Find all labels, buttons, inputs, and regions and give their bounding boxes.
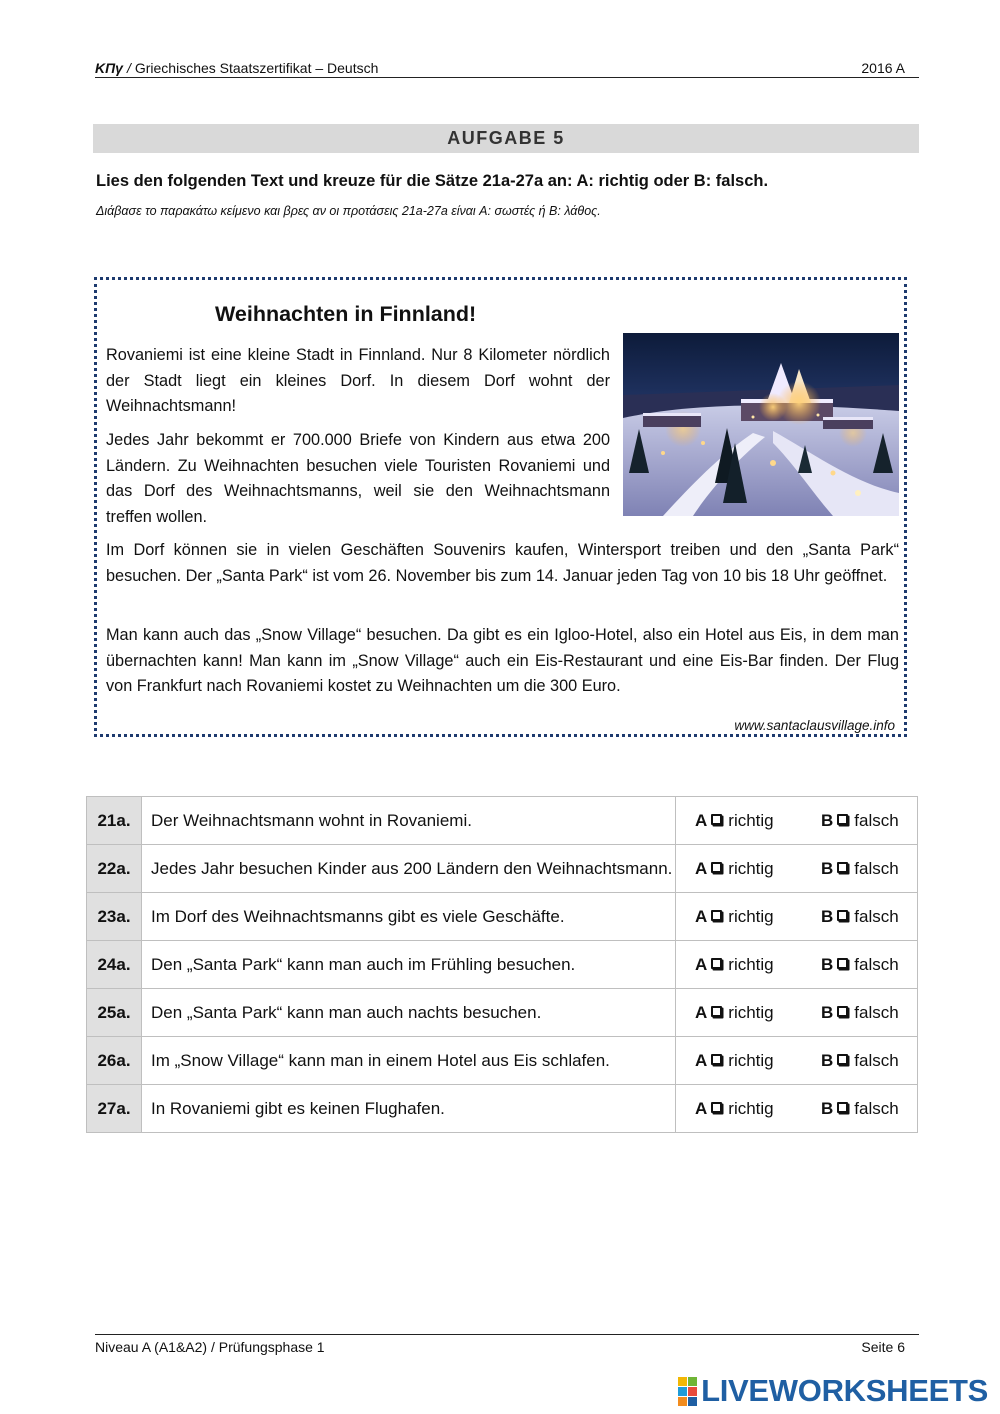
statement-row [87, 797, 918, 845]
option-a-label: richtig [728, 1002, 774, 1022]
option-b-falsch[interactable] [821, 1003, 899, 1023]
option-b-label: falsch [854, 1050, 899, 1070]
statement-number: 21a. [87, 797, 142, 845]
option-a-richtig[interactable] [695, 1099, 774, 1119]
option-a-letter: A [695, 858, 708, 878]
option-a-letter: A [695, 906, 708, 926]
checkbox-icon[interactable] [837, 1006, 848, 1017]
option-b-letter: B [821, 1098, 834, 1118]
statement-options [676, 845, 918, 893]
option-a-letter: A [695, 1098, 708, 1118]
text-source: www.santaclausvillage.info [734, 718, 895, 733]
option-a-richtig[interactable] [695, 1003, 774, 1023]
text-paragraph-1: Rovaniemi ist eine kleine Stadt in Finnland. Nur 8 Kilometer nördlich der Stadt liegt ein kleines Dorf. In diesem Dorf wohnt der Weihnachtsmann! [106, 346, 610, 415]
option-b-letter: B [821, 1002, 834, 1022]
option-b-falsch[interactable] [821, 811, 899, 831]
option-a-richtig[interactable] [695, 955, 774, 975]
statement-row [87, 893, 918, 941]
text-paragraph-3: Im Dorf können sie in vielen Geschäften Souvenirs kaufen, Wintersport treiben und den „Santa Park“ besuchen. Der „Santa Park“ ist vom 26. November bis zum 14. Januar jeden Tag von 10 bis 18 Uhr geöffnet. [106, 541, 899, 585]
checkbox-icon[interactable] [711, 1054, 722, 1065]
option-b-letter: B [821, 858, 834, 878]
checkbox-icon[interactable] [711, 1006, 722, 1017]
statement-text: Den „Santa Park“ kann man auch nachts besuchen. [142, 989, 676, 1037]
statement-options [676, 797, 918, 845]
checkbox-icon[interactable] [837, 1102, 848, 1113]
option-a-label: richtig [728, 810, 774, 830]
option-b-label: falsch [854, 858, 899, 878]
statement-text: Den „Santa Park“ kann man auch im Frühling besuchen. [142, 941, 676, 989]
task-title: AUFGABE 5 [93, 124, 919, 153]
option-a-letter: A [695, 954, 708, 974]
checkbox-icon[interactable] [711, 1102, 722, 1113]
statement-options [676, 893, 918, 941]
statement-number: 24a. [87, 941, 142, 989]
instruction-german: Lies den folgenden Text und kreuze für die Sätze 21a-27a an: A: richtig oder B: falsch. [96, 172, 769, 190]
statement-options [676, 1037, 918, 1085]
header-title: Griechisches Staatszertifikat – Deutsch [134, 60, 379, 76]
statement-number: 22a. [87, 845, 142, 893]
option-a-label: richtig [728, 906, 774, 926]
header-separator: / [126, 60, 131, 76]
option-a-letter: A [695, 1050, 708, 1070]
statement-options [676, 989, 918, 1037]
option-b-falsch[interactable] [821, 955, 899, 975]
statement-text: Im Dorf des Weihnachtsmanns gibt es viele Geschäfte. [142, 893, 676, 941]
option-b-letter: B [821, 810, 834, 830]
checkbox-icon[interactable] [837, 958, 848, 969]
statement-text: Jedes Jahr besuchen Kinder aus 200 Ländern den Weihnachtsmann. [142, 845, 676, 893]
checkbox-icon[interactable] [837, 814, 848, 825]
statement-text: Der Weihnachtsmann wohnt in Rovaniemi. [142, 797, 676, 845]
checkbox-icon[interactable] [837, 910, 848, 921]
option-b-label: falsch [854, 906, 899, 926]
statement-row [87, 1085, 918, 1133]
option-a-letter: A [695, 1002, 708, 1022]
checkbox-icon[interactable] [711, 814, 722, 825]
page-footer [95, 1334, 919, 1355]
option-a-label: richtig [728, 1050, 774, 1070]
reading-text-box [94, 277, 907, 737]
checkbox-icon[interactable] [711, 958, 722, 969]
brand-logo-icon [678, 1377, 697, 1406]
checkbox-icon[interactable] [711, 862, 722, 873]
statement-text: In Rovaniemi gibt es keinen Flughafen. [142, 1085, 676, 1133]
option-a-richtig[interactable] [695, 859, 774, 879]
option-a-label: richtig [728, 954, 774, 974]
option-b-label: falsch [854, 1098, 899, 1118]
option-b-letter: B [821, 954, 834, 974]
statement-number: 26a. [87, 1037, 142, 1085]
option-b-falsch[interactable] [821, 907, 899, 927]
statements-table [86, 796, 918, 1133]
instruction-greek: Διάβασε το παρακάτω κείμενο και βρες αν οι προτάσεις 21a-27a είναι A: σωστές ή B: λάθος. [96, 204, 601, 218]
statement-row [87, 989, 918, 1037]
checkbox-icon[interactable] [837, 862, 848, 873]
option-a-richtig[interactable] [695, 1051, 774, 1071]
option-b-falsch[interactable] [821, 1099, 899, 1119]
checkbox-icon[interactable] [837, 1054, 848, 1065]
statement-text: Im „Snow Village“ kann man in einem Hotel aus Eis schlafen. [142, 1037, 676, 1085]
statement-number: 25a. [87, 989, 142, 1037]
statement-row [87, 1037, 918, 1085]
option-b-label: falsch [854, 954, 899, 974]
page-header [95, 60, 919, 78]
option-b-label: falsch [854, 810, 899, 830]
header-year: 2016 A [861, 60, 905, 76]
text-title: Weihnachten in Finnland! [215, 302, 477, 326]
option-a-label: richtig [728, 1098, 774, 1118]
statement-options [676, 1085, 918, 1133]
option-a-letter: A [695, 810, 708, 830]
footer-level: Niveau A (A1&A2) / Prüfungsphase 1 [95, 1339, 325, 1355]
option-b-letter: B [821, 906, 834, 926]
option-b-label: falsch [854, 1002, 899, 1022]
statement-number: 27a. [87, 1085, 142, 1133]
option-a-richtig[interactable] [695, 811, 774, 831]
option-b-falsch[interactable] [821, 859, 899, 879]
text-paragraph-4: Man kann auch das „Snow Village“ besuchen. Da gibt es ein Igloo-Hotel, also ein Hotel aus Eis, in dem man übernachten kann! Man kann im „Snow Village“ auch ein Eis-Restaurant und eine Eis-Bar finden. Der Flug von Frankfurt nach Rovaniemi kostet zu Weihnachten um die 300 Euro. [106, 626, 899, 695]
option-b-falsch[interactable] [821, 1051, 899, 1071]
option-a-richtig[interactable] [695, 907, 774, 927]
header-logo: ΚΠγ [95, 60, 123, 76]
brand-name: LIVEWORKSHEETS [701, 1373, 988, 1408]
statement-number: 23a. [87, 893, 142, 941]
text-paragraph-2: Jedes Jahr bekommt er 700.000 Briefe von Kindern aus etwa 200 Ländern. Zu Weihnachten besuchen viele Touristen Rovaniemi und das Dorf des Weihnachtsmanns, weil sie den Weihnachtsmann treffen wollen. [106, 431, 610, 526]
statement-row [87, 845, 918, 893]
checkbox-icon[interactable] [711, 910, 722, 921]
option-b-letter: B [821, 1050, 834, 1070]
option-a-label: richtig [728, 858, 774, 878]
footer-page-number: Seite 6 [861, 1339, 905, 1355]
statement-row [87, 941, 918, 989]
liveworksheets-brand [678, 1374, 988, 1408]
statement-options [676, 941, 918, 989]
santa-village-photo [623, 333, 899, 516]
